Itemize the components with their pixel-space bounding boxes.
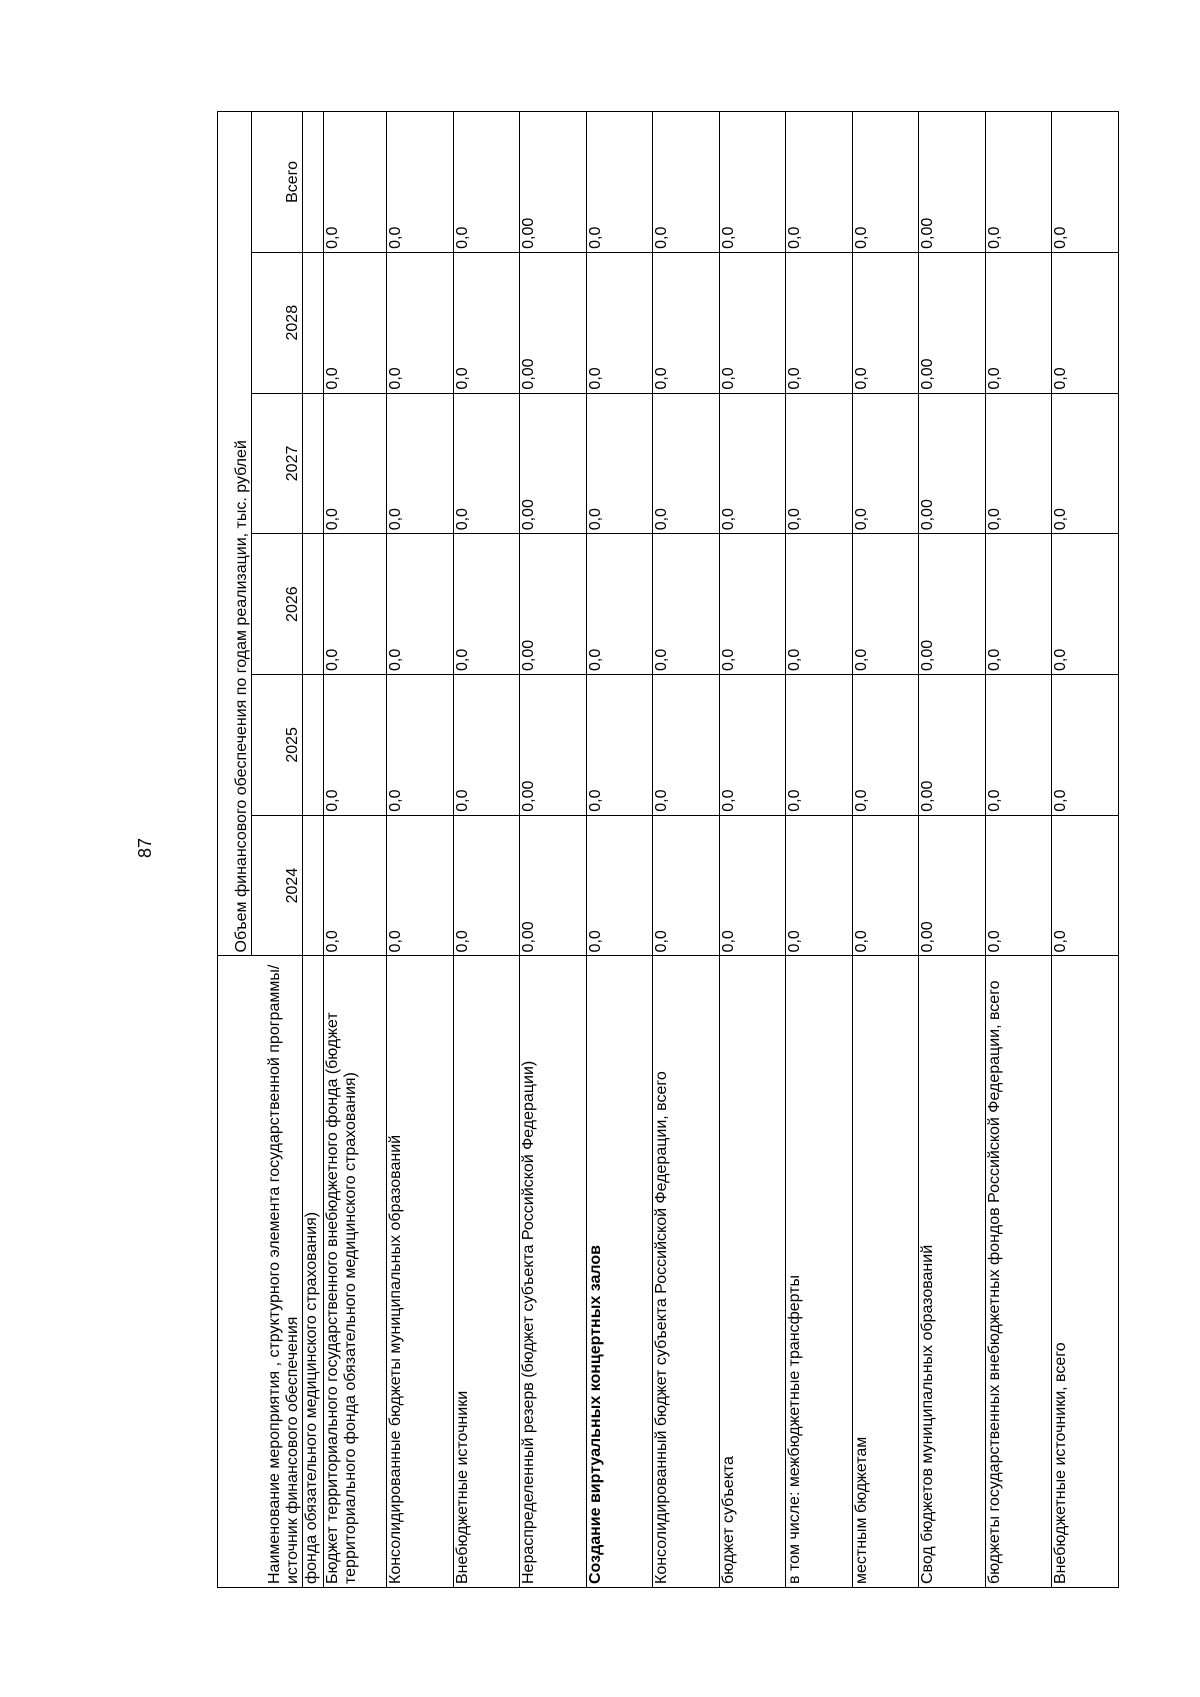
row-label: Внебюджетные источники (453, 956, 520, 1588)
value-cell: 0,0 (453, 252, 520, 393)
year-header-2027: 2027 (252, 393, 303, 534)
table-body (303, 112, 1119, 1588)
rotated-table-container (217, 111, 1119, 1588)
value-cell: 0,0 (1052, 393, 1119, 534)
value-cell (303, 393, 324, 534)
value-cell: 0,0 (653, 393, 720, 534)
value-cell: 0,0 (653, 534, 720, 675)
row-label: Свод бюджетов муниципальных образований (919, 956, 986, 1588)
table-row (387, 112, 454, 1588)
row-label: бюджет субъекта (719, 956, 786, 1588)
value-cell: 0,00 (520, 815, 587, 956)
value-cell: 0,0 (852, 675, 919, 816)
value-cell: 0,0 (586, 112, 653, 253)
value-cell: 0,00 (919, 815, 986, 956)
value-cell: 0,0 (985, 393, 1052, 534)
value-cell: 0,0 (719, 252, 786, 393)
table-row (453, 112, 520, 1588)
value-cell: 0,0 (852, 815, 919, 956)
value-cell: 0,00 (520, 252, 587, 393)
value-cell: 0,0 (1052, 112, 1119, 253)
value-cell: 0,0 (453, 393, 520, 534)
value-cell: 0,0 (786, 393, 853, 534)
value-cell: 0,0 (453, 815, 520, 956)
value-cell: 0,0 (653, 815, 720, 956)
row-label: Внебюджетные источники, всего (1052, 956, 1119, 1588)
value-cell: 0,00 (919, 534, 986, 675)
table-row (1052, 112, 1119, 1588)
year-header-total: Всего (252, 112, 303, 253)
table-row (324, 112, 387, 1588)
value-cell: 0,0 (786, 815, 853, 956)
value-cell: 0,00 (520, 675, 587, 816)
value-cell: 0,0 (852, 252, 919, 393)
value-cell: 0,00 (919, 112, 986, 253)
name-column-header: Наименование мероприятия , структурного элемента государственной программы/источник финансового обеспечения (218, 956, 303, 1588)
year-header-2028: 2028 (252, 252, 303, 393)
value-cell: 0,00 (520, 112, 587, 253)
value-cell: 0,00 (520, 393, 587, 534)
value-cell: 0,0 (586, 675, 653, 816)
value-cell: 0,0 (387, 393, 454, 534)
value-cell: 0,0 (852, 112, 919, 253)
value-cell (303, 534, 324, 675)
value-cell: 0,0 (586, 815, 653, 956)
value-cell: 0,0 (387, 534, 454, 675)
value-cell: 0,0 (786, 252, 853, 393)
row-label: в том числе: межбюджетные трансферты (786, 956, 853, 1588)
table-row (653, 112, 720, 1588)
year-header-2026: 2026 (252, 534, 303, 675)
row-label: местным бюджетам (852, 956, 919, 1588)
year-header-2024: 2024 (252, 815, 303, 956)
row-label: Создание виртуальных концертных залов (586, 956, 653, 1588)
value-cell: 0,0 (719, 675, 786, 816)
row-label: Нераспределенный резерв (бюджет субъекта Российской Федерации) (520, 956, 587, 1588)
table-row (985, 112, 1052, 1588)
row-label: Консолидированный бюджет субъекта Российской Федерации, всего (653, 956, 720, 1588)
value-cell: 0,0 (985, 112, 1052, 253)
value-cell: 0,0 (985, 815, 1052, 956)
value-cell: 0,0 (985, 675, 1052, 816)
value-cell: 0,0 (387, 252, 454, 393)
value-cell: 0,0 (852, 393, 919, 534)
value-cell: 0,0 (985, 534, 1052, 675)
value-cell: 0,0 (324, 393, 387, 534)
table-row (303, 112, 324, 1588)
value-cell: 0,0 (786, 534, 853, 675)
value-cell: 0,00 (919, 393, 986, 534)
financing-table (217, 111, 1119, 1588)
table-row (586, 112, 653, 1588)
table-row (786, 112, 853, 1588)
value-cell (303, 675, 324, 816)
value-cell: 0,0 (786, 112, 853, 253)
value-cell: 0,0 (324, 112, 387, 253)
row-label: Консолидированные бюджеты муниципальных образований (387, 956, 454, 1588)
value-cell: 0,0 (985, 252, 1052, 393)
value-cell: 0,0 (1052, 675, 1119, 816)
value-cell: 0,0 (653, 252, 720, 393)
page-number: 87 (135, 837, 155, 859)
row-label: фонда обязательного медицинского страхования) (303, 956, 324, 1588)
value-cell (303, 815, 324, 956)
value-cell: 0,0 (653, 675, 720, 816)
value-cell: 0,0 (387, 675, 454, 816)
value-cell: 0,0 (324, 675, 387, 816)
value-cell (303, 112, 324, 253)
value-cell: 0,0 (1052, 534, 1119, 675)
table-row (852, 112, 919, 1588)
value-cell: 0,0 (586, 393, 653, 534)
value-cell: 0,0 (387, 112, 454, 253)
row-label: Бюджет территориального государственного внебюджетного фонда (бюджет территориального фонда обязательного медицинского страхования) (324, 956, 387, 1588)
table-row (919, 112, 986, 1588)
value-cell: 0,0 (586, 534, 653, 675)
value-cell: 0,0 (453, 675, 520, 816)
value-cell (303, 252, 324, 393)
value-cell: 0,00 (520, 534, 587, 675)
value-cell: 0,0 (453, 534, 520, 675)
table-row (719, 112, 786, 1588)
value-cell: 0,0 (387, 815, 454, 956)
value-cell: 0,0 (1052, 815, 1119, 956)
value-cell: 0,0 (786, 675, 853, 816)
table-row (520, 112, 587, 1588)
value-cell: 0,0 (324, 252, 387, 393)
value-cell: 0,0 (719, 534, 786, 675)
value-cell: 0,0 (324, 815, 387, 956)
year-header-2025: 2025 (252, 675, 303, 816)
value-cell: 0,0 (719, 112, 786, 253)
value-cell: 0,00 (919, 675, 986, 816)
financing-group-header: Объем финансового обеспечения по годам реализации, тыс. рублей (218, 112, 252, 956)
value-cell: 0,00 (919, 252, 986, 393)
value-cell: 0,0 (852, 534, 919, 675)
value-cell: 0,0 (653, 112, 720, 253)
value-cell: 0,0 (586, 252, 653, 393)
row-label: бюджеты государственных внебюджетных фондов Российской Федерации, всего (985, 956, 1052, 1588)
value-cell: 0,0 (1052, 252, 1119, 393)
value-cell: 0,0 (324, 534, 387, 675)
value-cell: 0,0 (453, 112, 520, 253)
value-cell: 0,0 (719, 393, 786, 534)
value-cell: 0,0 (719, 815, 786, 956)
